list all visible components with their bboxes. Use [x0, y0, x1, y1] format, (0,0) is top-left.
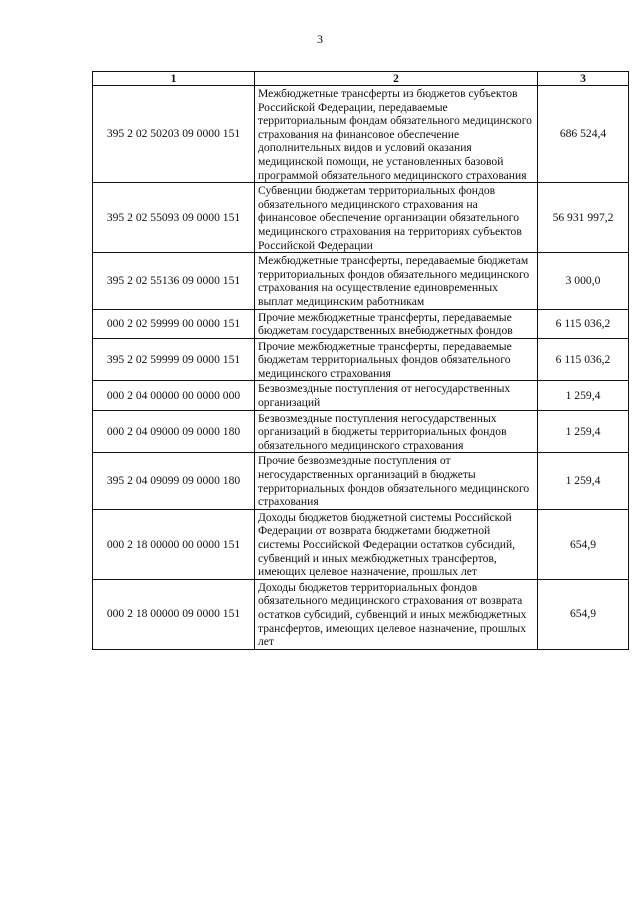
row-amount: 6 115 036,2 — [538, 309, 629, 338]
budget-revenue-table — [92, 71, 629, 650]
table-row — [93, 579, 629, 649]
table-header-row — [93, 72, 629, 86]
table-row — [93, 86, 629, 183]
row-amount: 3 000,0 — [538, 253, 629, 309]
row-name: Межбюджетные трансферты из бюджетов субъектов Российской Федерации, передаваемые территориальным фондам обязательного медицинского страхования на финансовое обеспечение дополнительных видов и условий оказания медицинской помощи, не установленных базовой программой обязательного медицинского страхования — [255, 86, 538, 183]
row-amount: 56 931 997,2 — [538, 183, 629, 253]
row-code: 000 2 04 09000 09 0000 180 — [93, 410, 255, 453]
row-name: Субвенции бюджетам территориальных фондов обязательного медицинского страхования на финансовое обеспечение организации обязательного медицинского страхования на территориях субъектов Российской Федерации — [255, 183, 538, 253]
row-code: 395 2 02 50203 09 0000 151 — [93, 86, 255, 183]
page-number: 3 — [317, 32, 323, 46]
row-code: 395 2 02 55136 09 0000 151 — [93, 253, 255, 309]
table-row — [93, 183, 629, 253]
row-code: 000 2 18 00000 09 0000 151 — [93, 579, 255, 649]
row-name: Доходы бюджетов бюджетной системы Российской Федерации от возврата бюджетами бюджетной системы Российской Федерации остатков субсидий, субвенций и иных межбюджетных трансфертов, имеющих целевое назначение, прошлых лет — [255, 509, 538, 579]
column-header-name: 2 — [255, 72, 538, 86]
table-row — [93, 509, 629, 579]
row-amount: 654,9 — [538, 509, 629, 579]
row-amount: 1 259,4 — [538, 410, 629, 453]
table-row — [93, 410, 629, 453]
row-code: 000 2 04 00000 00 0000 000 — [93, 381, 255, 410]
row-name: Прочие межбюджетные трансферты, передаваемые бюджетам территориальных фондов обязательного медицинского страхования — [255, 338, 538, 381]
table-row — [93, 253, 629, 309]
row-code: 000 2 02 59999 00 0000 151 — [93, 309, 255, 338]
table-row — [93, 309, 629, 338]
row-amount: 686 524,4 — [538, 86, 629, 183]
row-amount: 6 115 036,2 — [538, 338, 629, 381]
row-code: 395 2 02 55093 09 0000 151 — [93, 183, 255, 253]
column-header-code: 1 — [93, 72, 255, 86]
row-amount: 1 259,4 — [538, 381, 629, 410]
row-name: Прочие межбюджетные трансферты, передаваемые бюджетам государственных внебюджетных фондов — [255, 309, 538, 338]
column-header-amount: 3 — [538, 72, 629, 86]
row-name: Доходы бюджетов территориальных фондов обязательного медицинского страхования от возврата остатков субсидий, субвенций и иных межбюджетных трансфертов, имеющих целевое назначение, прошлых лет — [255, 579, 538, 649]
row-amount: 1 259,4 — [538, 453, 629, 509]
row-name: Межбюджетные трансферты, передаваемые бюджетам территориальных фондов обязательного медицинского страхования на осуществление единовременных выплат медицинским работникам — [255, 253, 538, 309]
row-code: 395 2 02 59999 09 0000 151 — [93, 338, 255, 381]
row-name: Прочие безвозмездные поступления от негосударственных организаций в бюджеты территориальных фондов обязательного медицинского страхования — [255, 453, 538, 509]
table-row — [93, 381, 629, 410]
table-row — [93, 338, 629, 381]
row-amount: 654,9 — [538, 579, 629, 649]
table-row — [93, 453, 629, 509]
row-name: Безвозмездные поступления от негосударственных организаций — [255, 381, 538, 410]
row-name: Безвозмездные поступления негосударственных организаций в бюджеты территориальных фондов обязательного медицинского страхования — [255, 410, 538, 453]
row-code: 395 2 04 09099 09 0000 180 — [93, 453, 255, 509]
row-code: 000 2 18 00000 00 0000 151 — [93, 509, 255, 579]
